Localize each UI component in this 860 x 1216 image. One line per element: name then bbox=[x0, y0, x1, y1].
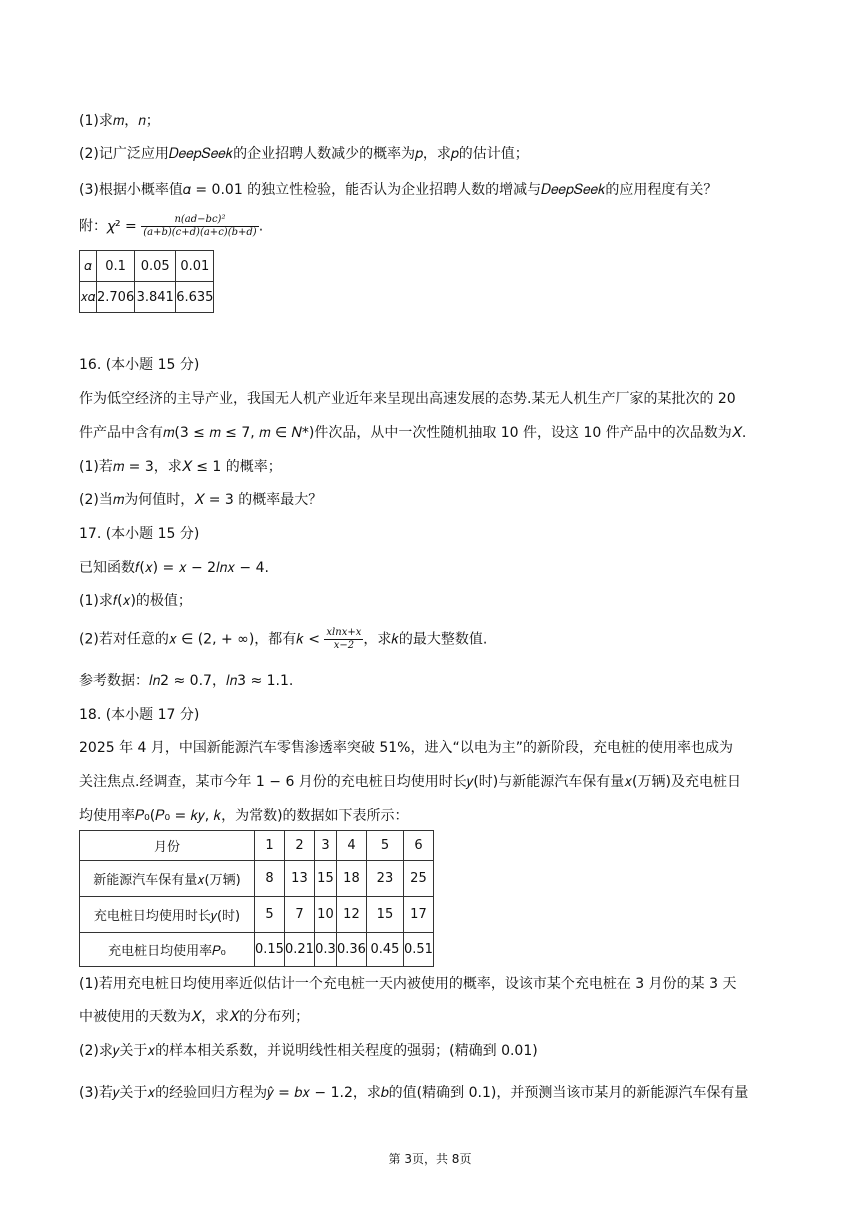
fraction-numerator: n(ad−bc)² bbox=[141, 214, 258, 227]
q16-part1: (1)若𝑚 = 3，求𝑋 ≤ 1 的概率； bbox=[79, 459, 282, 475]
q18-part2: (2)求𝑦关于𝑥的样本相关系数，并说明线性相关程度的强弱；(精确到 0.01) bbox=[79, 1043, 538, 1059]
table-cell: 𝛼 bbox=[80, 251, 97, 282]
table-cell: 17 bbox=[403, 897, 433, 933]
table-cell: 13 bbox=[284, 861, 314, 897]
table-row bbox=[80, 861, 434, 897]
q17-part1: (1)求𝑓(𝑥)的极值； bbox=[79, 593, 192, 609]
table-cell: 2.706 bbox=[97, 282, 135, 313]
table-cell: 𝑥𝛼 bbox=[80, 282, 97, 313]
q17-reference-data: 参考数据：𝑙𝑛2 ≈ 0.7，𝑙𝑛3 ≈ 1.1. bbox=[79, 673, 294, 689]
q15-part3: (3)根据小概率值𝛼 = 0.01 的独立性检验，能否认为企业招聘人数的增减与𝐷𝑒𝑒𝑝𝑆𝑒𝑒𝑘的应用程度有关？ bbox=[79, 182, 718, 198]
table-cell: 0.51 bbox=[403, 933, 433, 967]
q18-line3: 均使用率𝑃₀(𝑃₀ = 𝑘𝑦, 𝑘，为常数)的数据如下表所示： bbox=[79, 808, 409, 824]
table-cell: 0.3 bbox=[314, 933, 336, 967]
q17-line1: 已知函数𝑓(𝑥) = 𝑥 − 2𝑙𝑛𝑥 − 4. bbox=[79, 560, 269, 576]
table-cell: 0.21 bbox=[284, 933, 314, 967]
fraction-denominator: x−2 bbox=[333, 640, 355, 651]
q18-line1: 2025 年 4 月，中国新能源汽车零售渗透率突破 51%，进入“以电为主”的新阶段，充电桩的使用率也成为 bbox=[79, 740, 733, 756]
table-row bbox=[80, 933, 434, 967]
q17-part2-suffix: ，求𝑘的最大整数值. bbox=[363, 631, 488, 648]
q18-part1-b: 中被使用的天数为𝑋，求𝑋的分布列； bbox=[79, 1009, 310, 1025]
table-cell: 23 bbox=[366, 861, 403, 897]
table-cell: 0.01 bbox=[176, 251, 214, 282]
table-cell: 5 bbox=[255, 897, 285, 933]
table-header-cell: 月份 bbox=[80, 831, 255, 861]
table-cell: 充电桩日均使用时长𝑦(时) bbox=[80, 897, 255, 933]
table-cell: 0.15 bbox=[255, 933, 285, 967]
table-cell: 12 bbox=[336, 897, 366, 933]
table-cell: 0.05 bbox=[135, 251, 176, 282]
q16-line2: 件产品中含有𝑚(3 ≤ 𝑚 ≤ 7, 𝑚 ∈ 𝑁*)件次品，从中一次性随机抽取 10 件，设这 10 件产品中的次品数为𝑋. bbox=[79, 425, 747, 441]
formula-suffix: . bbox=[258, 218, 264, 235]
q18-line2: 关注焦点.经调查，某市今年 1 − 6 月份的充电桩日均使用时长𝑦(时)与新能源汽车保有量𝑥(万辆)及充电桩日 bbox=[79, 774, 741, 790]
q18-part3: (3)若𝑦关于𝑥的经验回归方程为𝑦̂ = 𝑏𝑥 − 1.2，求𝑏的值(精确到 0.1)，并预测当该市某月的新能源汽车保有量 bbox=[79, 1085, 749, 1101]
table-cell: 15 bbox=[314, 861, 336, 897]
formula-prefix: 附：𝜒² = bbox=[79, 218, 137, 235]
table-row bbox=[80, 282, 214, 313]
q15-part1: (1)求𝑚，𝑛； bbox=[79, 113, 160, 129]
q18-part1-a: (1)若用充电桩日均使用率近似估计一个充电桩一天内被使用的概率，设该市某个充电桩在 3 月份的某 3 天 bbox=[79, 976, 737, 992]
q16-header: 16. (本小题 15 分) bbox=[79, 357, 200, 373]
table-header-cell: 1 bbox=[255, 831, 285, 861]
table-header-row bbox=[80, 831, 434, 861]
q18-header: 18. (本小题 17 分) bbox=[79, 707, 200, 723]
table-cell: 0.1 bbox=[97, 251, 135, 282]
table-cell: 6.635 bbox=[176, 282, 214, 313]
table-cell: 充电桩日均使用率𝑃₀ bbox=[80, 933, 255, 967]
table-header-cell: 3 bbox=[314, 831, 336, 861]
table-cell: 10 bbox=[314, 897, 336, 933]
table-cell: 新能源汽车保有量𝑥(万辆) bbox=[80, 861, 255, 897]
q16-part2: (2)当𝑚为何值时，𝑋 = 3 的概率最大？ bbox=[79, 492, 323, 508]
k-fraction bbox=[324, 627, 363, 652]
table-row bbox=[80, 897, 434, 933]
table-header-cell: 6 bbox=[403, 831, 433, 861]
table-cell: 18 bbox=[336, 861, 366, 897]
table-header-cell: 4 bbox=[336, 831, 366, 861]
q17-part2 bbox=[79, 627, 487, 652]
table-cell: 25 bbox=[403, 861, 433, 897]
fraction-denominator: (a+b)(c+d)(a+c)(b+d) bbox=[143, 227, 257, 238]
page-footer: 第 3页，共 8页 bbox=[388, 1152, 472, 1166]
table-cell: 0.36 bbox=[336, 933, 366, 967]
q16-line1: 作为低空经济的主导产业，我国无人机产业近年来呈现出高速发展的态势.某无人机生产厂家的某批次的 20 bbox=[79, 391, 736, 407]
table-header-cell: 2 bbox=[284, 831, 314, 861]
q15-formula bbox=[79, 214, 263, 239]
fraction-numerator: xlnx+x bbox=[326, 627, 362, 638]
charging-data-table bbox=[79, 830, 434, 967]
chi-square-fraction bbox=[141, 214, 258, 239]
table-cell: 8 bbox=[255, 861, 285, 897]
table-row bbox=[80, 251, 214, 282]
table-cell: 7 bbox=[284, 897, 314, 933]
table-header-cell: 5 bbox=[366, 831, 403, 861]
q17-header: 17. (本小题 15 分) bbox=[79, 526, 200, 542]
alpha-table bbox=[79, 250, 214, 313]
q15-part2: (2)记广泛应用𝐷𝑒𝑒𝑝𝑆𝑒𝑒𝑘的企业招聘人数减少的概率为𝑝，求𝑝的估计值； bbox=[79, 146, 529, 162]
table-cell: 3.841 bbox=[135, 282, 176, 313]
table-cell: 0.45 bbox=[366, 933, 403, 967]
table-cell: 15 bbox=[366, 897, 403, 933]
q17-part2-prefix: (2)若对任意的𝑥 ∈ (2, + ∞)，都有𝑘 < bbox=[79, 631, 320, 648]
